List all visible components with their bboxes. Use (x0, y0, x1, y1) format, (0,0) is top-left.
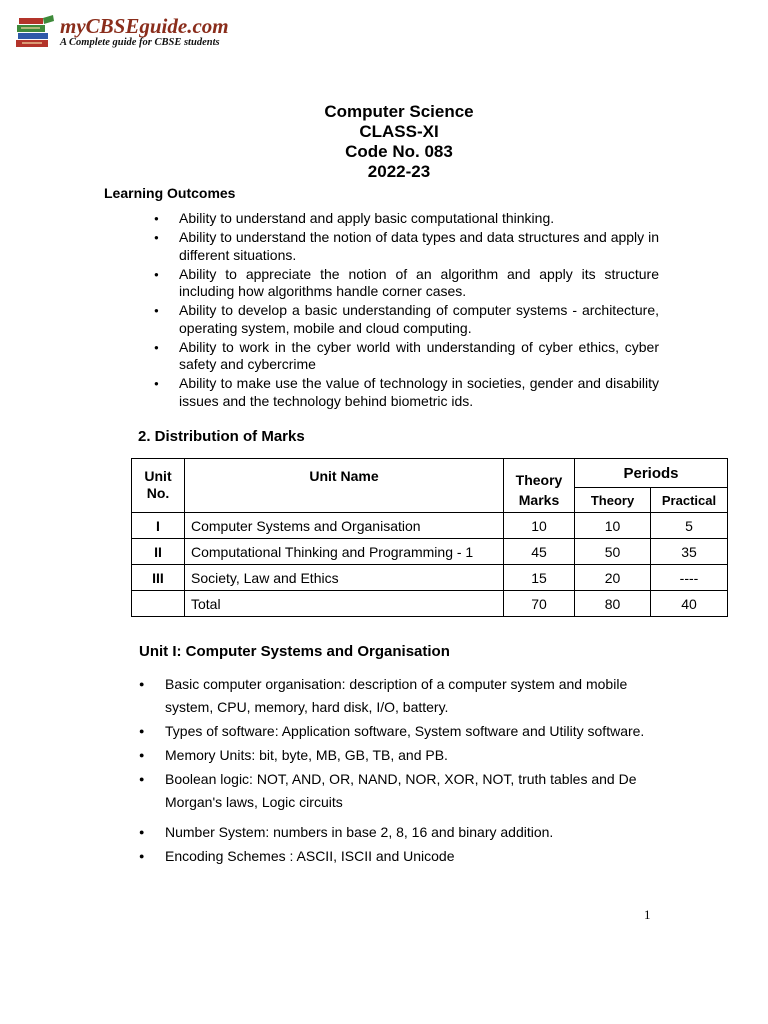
unit-marks: 10 (504, 513, 575, 539)
list-item: ● Ability to work in the cyber world with understanding of cyber ethics, cyber safety and cybercrime (150, 339, 659, 374)
list-item: ● Ability to make use the value of technology in societies, gender and disability issues and the technology behind biometric ids. (150, 375, 659, 410)
table-header-row (132, 459, 728, 488)
unit-theory-periods: 20 (575, 565, 651, 591)
unit-theory-periods: 10 (575, 513, 651, 539)
list-item: ● Number System: numbers in base 2, 8, 16 and binary addition. (138, 821, 678, 844)
unit-name: Society, Law and Ethics (185, 565, 504, 591)
list-item: ● Ability to develop a basic understanding of computer systems - architecture, operating system, mobile and cloud computing. (150, 302, 659, 337)
header-periods: Periods (575, 459, 728, 488)
session-title: 2022-23 (367, 162, 431, 181)
header-marks: Marks (504, 488, 575, 513)
unit-marks: 15 (504, 565, 575, 591)
table-row (132, 565, 728, 591)
list-item: ● Ability to appreciate the notion of an algorithm and apply its structure including how algorithms handle corner cases. (150, 266, 659, 301)
unit-i-topic-list (138, 673, 678, 869)
unit-number: I (132, 513, 185, 539)
learning-outcomes-heading: Learning Outcomes (104, 185, 236, 201)
code-title: Code No. 083 (345, 142, 453, 161)
books-icon (16, 14, 56, 50)
table-total-row (132, 591, 728, 617)
header-unit-name: Unit Name (185, 459, 504, 513)
unit-number: III (132, 565, 185, 591)
distribution-heading: 2. Distribution of Marks (138, 428, 305, 445)
unit-name: Computer Systems and Organisation (185, 513, 504, 539)
learning-outcomes-list (150, 210, 659, 412)
brand-name: myCBSEguide.com (60, 14, 229, 38)
class-title: CLASS-XI (359, 122, 439, 141)
list-item: ● Basic computer organisation: description of a computer system and mobile system, CPU, memory, hard disk, I/O, battery. (138, 673, 678, 719)
brand-tagline: A Complete guide for CBSE students (60, 37, 220, 48)
header-periods-practical: Practical (651, 488, 728, 513)
table-row (132, 539, 728, 565)
unit-number: II (132, 539, 185, 565)
table-row (132, 513, 728, 539)
marks-table (131, 458, 728, 617)
unit-i-heading: Unit I: Computer Systems and Organisation (139, 643, 450, 660)
total-label: Total (185, 591, 504, 617)
list-item: ● Encoding Schemes : ASCII, ISCII and Unicode (138, 845, 678, 868)
unit-practical-periods: ---- (651, 565, 728, 591)
total-marks: 70 (504, 591, 575, 617)
list-item: ● Ability to understand the notion of data types and data structures and apply in different situations. (150, 229, 659, 264)
header-periods-theory: Theory (575, 488, 651, 513)
unit-number (132, 591, 185, 617)
unit-name: Computational Thinking and Programming - 1 (185, 539, 504, 565)
total-practical-periods: 40 (651, 591, 728, 617)
total-theory-periods: 80 (575, 591, 651, 617)
unit-marks: 45 (504, 539, 575, 565)
unit-practical-periods: 5 (651, 513, 728, 539)
unit-practical-periods: 35 (651, 539, 728, 565)
list-item: ● Memory Units: bit, byte, MB, GB, TB, and PB. (138, 744, 678, 767)
header-unit-no: Unit No. (132, 459, 185, 513)
subject-title: Computer Science (324, 102, 474, 121)
list-item: ● Ability to understand and apply basic computational thinking. (150, 210, 659, 228)
brand-logo (16, 12, 229, 52)
document-title (0, 102, 768, 182)
list-item: ● Boolean logic: NOT, AND, OR, NAND, NOR, XOR, NOT, truth tables and De Morgan's laws, Logic circuits (138, 768, 678, 814)
header-theory: Theory (504, 459, 575, 488)
page-number: 1 (644, 907, 651, 922)
unit-theory-periods: 50 (575, 539, 651, 565)
list-item: ● Types of software: Application software, System software and Utility software. (138, 720, 678, 743)
